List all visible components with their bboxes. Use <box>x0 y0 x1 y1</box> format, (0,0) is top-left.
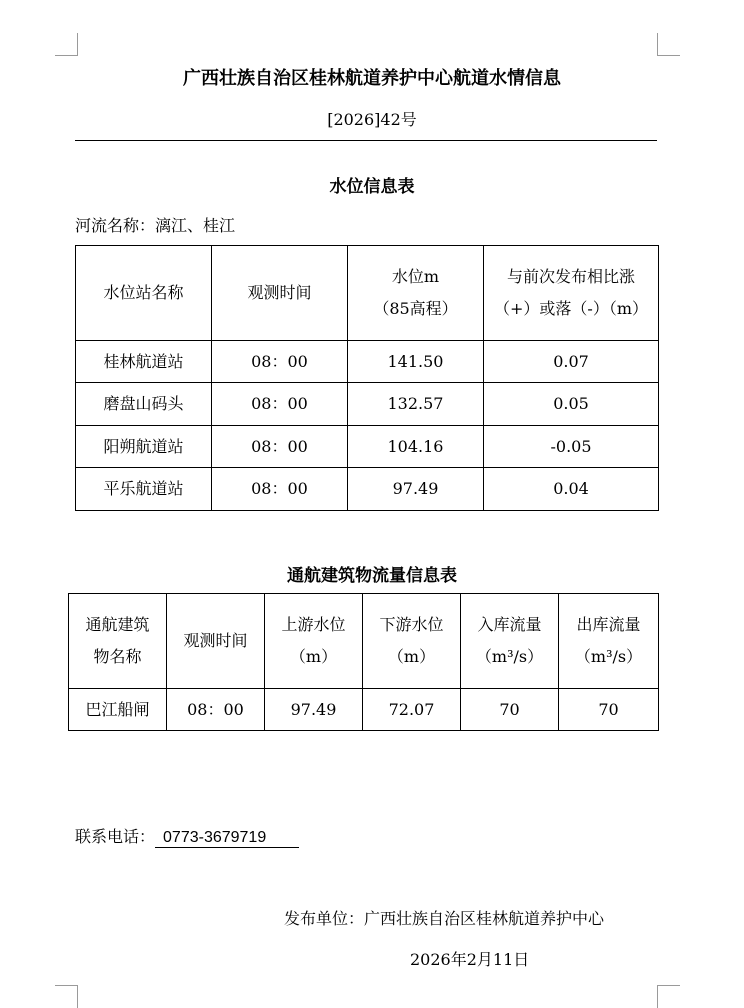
river-name-label: 河流名称：漓江、桂江 <box>75 216 236 235</box>
table-row <box>76 426 659 468</box>
change-cell: 0.04 <box>484 468 659 511</box>
header-line: （m³/s） <box>574 647 643 666</box>
document-title: 广西壮族自治区桂林航道养护中心航道水情信息 <box>183 68 561 89</box>
flow-table <box>68 593 659 731</box>
table-row <box>76 341 659 383</box>
table-row <box>69 689 659 731</box>
header-cell: 观测时间 <box>167 594 265 689</box>
header-line: 出库流量 <box>576 615 641 634</box>
publish-date: 2026年2月11日 <box>410 950 530 969</box>
header-cell <box>265 594 363 689</box>
header-cell <box>484 246 659 341</box>
table-header-row <box>69 594 659 689</box>
change-cell: 0.07 <box>484 341 659 383</box>
header-line: 物名称 <box>93 647 142 666</box>
water-level-table <box>75 245 659 511</box>
header-line: 与前次发布相比涨 <box>506 267 635 286</box>
time-cell: 08：00 <box>212 468 348 511</box>
header-line: 通航建筑 <box>85 615 150 634</box>
time-cell: 08：00 <box>212 383 348 426</box>
change-cell: 0.05 <box>484 383 659 426</box>
time-cell: 08：00 <box>167 689 265 731</box>
header-line: （+）或落（-）（m） <box>494 299 648 318</box>
upstream-level-cell: 97.49 <box>265 689 363 731</box>
table-row <box>76 383 659 426</box>
header-line: 上游水位 <box>281 615 346 634</box>
station-name-cell: 磨盘山码头 <box>76 383 212 426</box>
flow-table-title: 通航建筑物流量信息表 <box>287 566 457 586</box>
change-cell: -0.05 <box>484 426 659 468</box>
contact-line <box>75 824 299 848</box>
header-cell <box>461 594 559 689</box>
station-name-cell: 阳朔航道站 <box>76 426 212 468</box>
header-cell: 水位站名称 <box>76 246 212 341</box>
phone-number: 0773-3679719 <box>155 829 299 848</box>
header-line: 水位m <box>391 267 440 286</box>
station-name-cell: 桂林航道站 <box>76 341 212 383</box>
header-cell <box>348 246 484 341</box>
structure-name-cell: 巴江船闸 <box>69 689 167 731</box>
header-cell: 观测时间 <box>212 246 348 341</box>
time-cell: 08：00 <box>212 341 348 383</box>
level-cell: 97.49 <box>348 468 484 511</box>
header-line: 入库流量 <box>477 615 542 634</box>
header-line: （m³/s） <box>475 647 544 666</box>
header-line: 下游水位 <box>379 615 444 634</box>
document-number: [2026]42号 <box>327 110 417 129</box>
header-line: （m） <box>289 647 338 666</box>
outflow-cell: 70 <box>559 689 659 731</box>
table-header-row <box>76 246 659 341</box>
water-level-table-title: 水位信息表 <box>329 177 415 197</box>
crop-mark-top-right <box>657 33 680 56</box>
station-name-cell: 平乐航道站 <box>76 468 212 511</box>
table-row <box>76 468 659 511</box>
level-cell: 104.16 <box>348 426 484 468</box>
header-cell <box>363 594 461 689</box>
inflow-cell: 70 <box>461 689 559 731</box>
crop-mark-top-left <box>55 33 78 56</box>
header-cell <box>559 594 659 689</box>
downstream-level-cell: 72.07 <box>363 689 461 731</box>
level-cell: 141.50 <box>348 341 484 383</box>
header-divider <box>75 140 657 141</box>
level-cell: 132.57 <box>348 383 484 426</box>
contact-label: 联系电话： <box>75 827 156 846</box>
publisher-line: 发布单位：广西壮族自治区桂林航道养护中心 <box>284 909 605 928</box>
header-line: （85高程） <box>373 299 458 318</box>
time-cell: 08：00 <box>212 426 348 468</box>
header-line: （m） <box>387 647 436 666</box>
header-cell <box>69 594 167 689</box>
